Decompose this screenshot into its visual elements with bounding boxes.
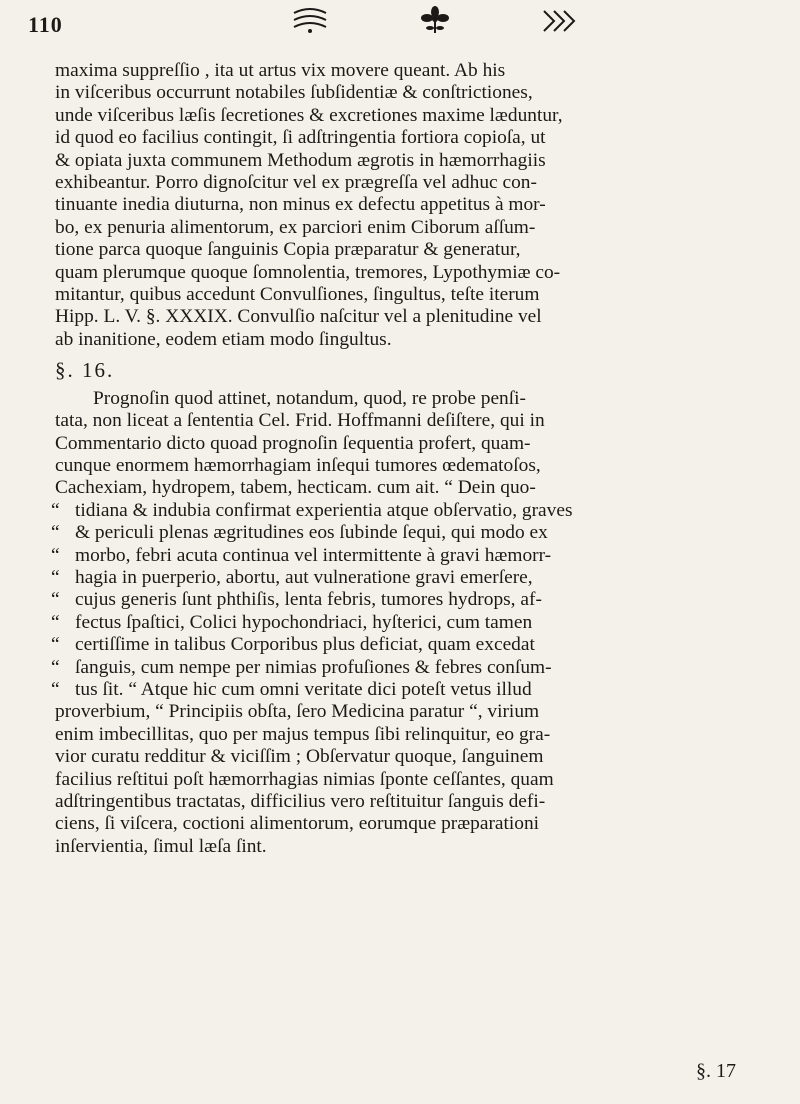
quote-line: “ tus ſit. “ Atque hic cum omni veritate dici poteſt vetus illud (55, 679, 775, 701)
quote-line: “ morbo, febri acuta continua vel intermittente à gravi hæmorr- (55, 545, 775, 567)
ornament-fleuron-right-icon (540, 7, 580, 40)
text-line: quam plerumque quoque ſomnolentia, tremores, Lypothymiæ co- (55, 261, 561, 283)
paragraph-2 (55, 388, 775, 500)
text-line: inſervientia, ſimul læſa ſint. (55, 835, 267, 857)
ornament-flower-icon (418, 5, 452, 42)
section-heading: §. 16. (55, 358, 115, 383)
quote-line: “ & periculi plenas ægritudines eos ſubinde ſequi, qui modo ex (55, 522, 775, 544)
text-line: tata, non liceat a ſententia Cel. Frid. Hoffmanni deſiſtere, qui in (55, 410, 545, 432)
text-line: Prognoſin quod attinet, notandum, quod, re probe penſi- (93, 387, 526, 409)
text-line: proverbium, “ Principiis obſta, ſero Medicina paratur “, virium (55, 701, 540, 723)
ornament-fleuron-left-icon (290, 7, 330, 40)
text-line: unde viſceribus læſis ſecretiones & excretiones maxime læduntur, (55, 104, 563, 126)
text-line: & opiata juxta communem Methodum ægrotis in hæmorrhagiis (55, 149, 546, 171)
quote-line: “ cujus generis ſunt phthiſis, lenta febris, tumores hydrops, af- (55, 589, 775, 611)
quote-line: “ tidiana & indubia confirmat experientia atque obſervatio, graves (55, 500, 775, 522)
quote-line: “ ſanguis, cum nempe per nimias profuſiones & febres conſum- (55, 657, 775, 679)
text-line: maxima suppreſſio , ita ut artus vix movere queant. Ab his (55, 60, 506, 81)
text-line: facilius reſtitui poſt hæmorrhagias nimias ſponte ceſſantes, quam (55, 768, 554, 790)
text-line: mitantur, quibus accedunt Convulſiones, ſingultus, teſte iterum (55, 284, 540, 306)
body-text (55, 60, 775, 858)
quote-line: “ hagia in puerperio, abortu, aut vulneratione gravi emerſere, (55, 567, 775, 589)
page-number: 110 (28, 12, 63, 37)
text-line: vior curatu redditur & viciſſim ; Obſervatur quoque, ſanguinem (55, 746, 544, 768)
header-ornament (290, 8, 580, 38)
text-line: tione parca quoque ſanguinis Copia præparatur & generatur, (55, 239, 521, 261)
text-line: bo, ex penuria alimentorum, ex parciori enim Ciborum aſſum- (55, 216, 536, 238)
text-line: Commentario dicto quoad prognoſin ſequentia profert, quam- (55, 432, 531, 454)
quote-line: “ fectus ſpaſtici, Colici hypochondriaci, hyſterici, cum tamen (55, 612, 775, 634)
catchword: §. 17 (696, 1060, 736, 1082)
quote-line: “ certiſſime in talibus Corporibus plus deficiat, quam excedat (55, 634, 775, 656)
text-line: Cachexiam, hydropem, tabem, hecticam. cum ait. “ Dein quo- (55, 477, 536, 499)
paragraph-1 (55, 60, 775, 351)
quotation-block (55, 500, 775, 702)
text-line: ab inanitione, eodem etiam modo ſingultus. (55, 328, 392, 350)
text-line: ciens, ſi viſcera, coctioni alimentorum, eorumque præparationi (55, 813, 540, 835)
text-line: tinuante inedia diuturna, non minus ex defectu appetitus à mor- (55, 194, 546, 216)
paragraph-3 (55, 701, 775, 858)
text-line: cunque enormem hæmorrhagiam inſequi tumores œdematoſos, (55, 454, 541, 476)
text-line: id quod eo facilius contingit, ſi adſtringentia fortiora copioſa, ut (55, 127, 546, 149)
text-line: in viſceribus occurrunt notabiles ſubſidentiæ & conſtrictiones, (55, 82, 533, 104)
page-header (28, 4, 760, 44)
text-line: enim imbecillitas, quo per majus tempus ſibi relinquitur, eo gra- (55, 723, 551, 745)
text-line: adſtringentibus tractatas, difficilius vero reſtituitur ſanguis defi- (55, 791, 546, 812)
text-line: Hipp. L. V. §. XXXIX. Convulſio naſcitur vel a plenitudine vel (55, 306, 542, 328)
text-line: exhibeantur. Porro dignoſcitur vel ex prægreſſa vel adhuc con- (55, 172, 537, 194)
